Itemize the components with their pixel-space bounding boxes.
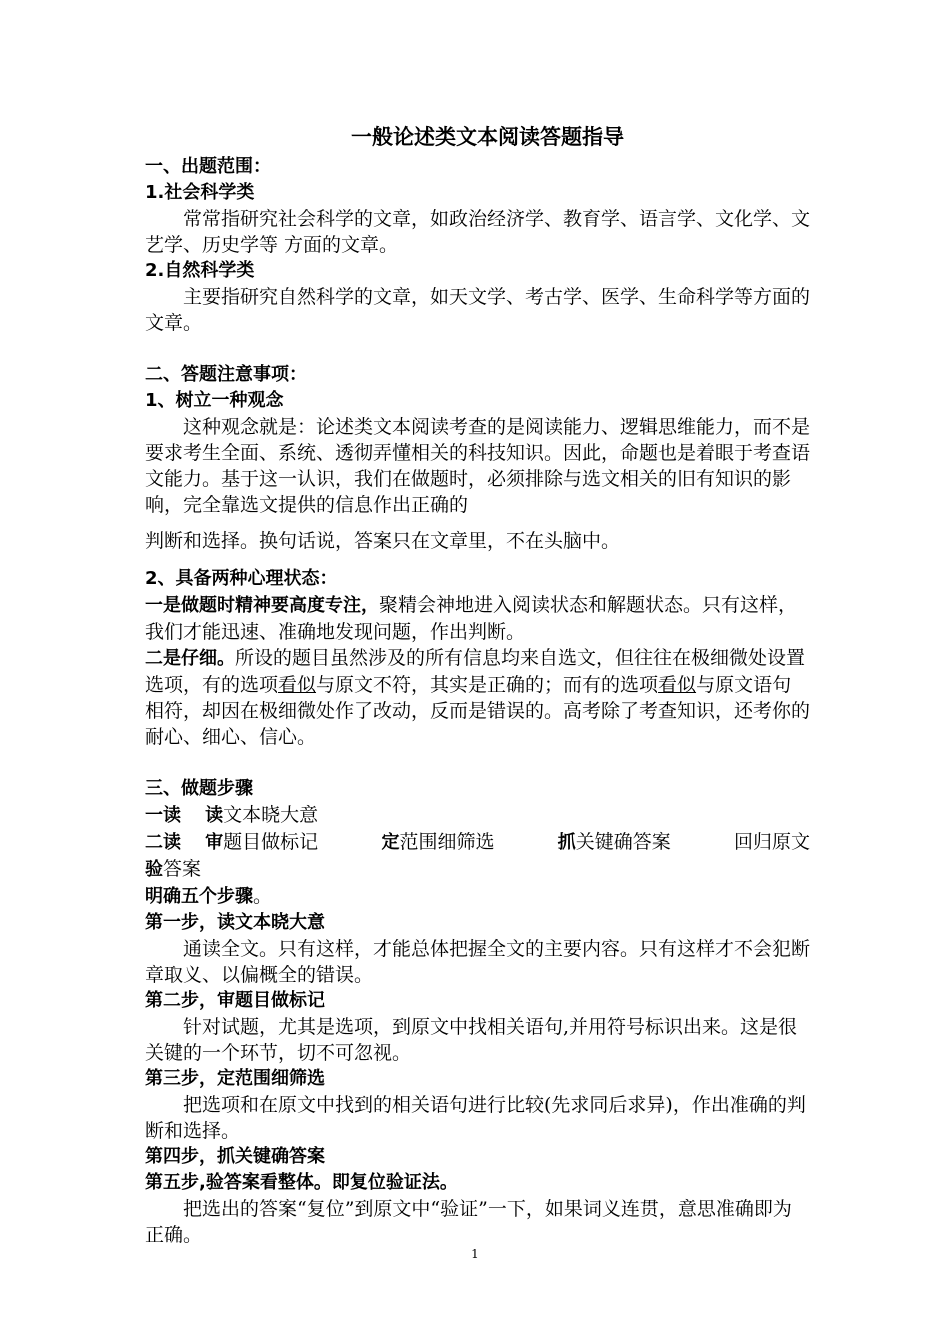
para2-bold-lead: 二是仔细。 [145,648,235,669]
spacer [145,750,810,776]
step-line-2 [145,829,810,856]
section2-sub2-heading: 2、具备两种心理状态： [145,568,338,589]
line2-text-4: 回归原文 [733,831,810,853]
line2-bold-2: 审 [205,832,224,853]
step5-text: 把选出的答案“复位”到原文中“验证”一下，如果词义连贯，意思准确即为正确。 [145,1198,792,1246]
para2-text-b: 与原文不符，其实是正确的；而有的选项 [316,674,659,696]
line1-bold-2: 读 [205,805,224,826]
step-line-1 [145,802,810,829]
section2-sub1-text: 这种观念就是：论述类文本阅读考查的是阅读能力、逻辑思维能力，而不是要求考生全面、系统、透彻弄懂相关的科技知识。因此，命题也是着眼于考查语文能力。基于这一认识，我们在做题时，必须排除与选文相关的旧有知识的影响，完全靠选文提供的信息作出正确的 [145,416,811,516]
spacer [145,554,810,566]
line2-bold-3: 定 [381,832,400,853]
spacer [145,336,810,362]
para2-text-a: 所设的题目虽然涉及的所有信息均来自选文，但往往在极细微处设置选项，有的选项 [145,647,806,696]
section2-sub2-para1 [145,592,810,645]
line2-bold-1: 二读 [145,832,181,853]
step1-heading: 第一步，读文本晓大意 [145,912,325,933]
line2-group-2 [381,829,494,856]
step-line-2-cont [145,856,810,883]
line2-text-1: 题目做标记 [223,831,319,853]
section2-sub1-text-end: 判断和选择。换句话说，答案只在文章里，不在头脑中。 [145,530,621,552]
section2-sub1-heading: 1、树立一种观念 [145,390,284,411]
section1-heading: 一、出题范围： [145,156,271,177]
line2-text-3: 关键确答案 [575,831,671,853]
para2-underline-1: 看似 [278,674,317,696]
step5-heading: 第五步,验答案看整体。即复位验证法。 [145,1172,458,1193]
line3-text: 。 [253,885,273,907]
line2-text-2: 范围细筛选 [399,831,495,853]
section1-sub1-text: 常常指研究社会科学的文章，如政治经济学、教育学、语言学、文化学、文艺学、历史学等 方面的文章。 [145,208,811,256]
step-line-3 [145,883,810,910]
section3-heading: 三、做题步骤 [145,778,253,799]
line3-bold: 明确五个步骤 [145,886,253,907]
section1-sub2-heading: 2.自然科学类 [145,260,255,281]
step3-text: 把选项和在原文中找到的相关语句进行比较(先求同后求异)，作出准确的判断和选择。 [145,1094,806,1142]
step1-text: 通读全文。只有这样，才能总体把握全文的主要内容。只有这样才不会犯断章取义、以偏概全的错误。 [145,938,811,986]
line2-bold-5: 验 [145,859,163,880]
section1-sub1-heading: 1.社会科学类 [145,182,255,203]
line2-group-1 [145,829,318,856]
document-page [145,120,810,1248]
para1-bold-lead: 一是做题时精神要高度专注， [145,595,379,616]
section2-sub2-para2 [145,645,810,750]
para1-text: 聚精会神地进入阅读状态和解题状态。只有这样，我们才能迅速、准确地发现问题，作出判断。 [145,594,798,643]
section1-sub2-text: 主要指研究自然科学的文章，如天文学、考古学、医学、生命科学等方面的文章。 [145,286,811,334]
line2-text-5: 答案 [163,858,202,880]
step2-heading: 第二步，审题目做标记 [145,990,325,1011]
line1-bold-1: 一读 [145,805,181,826]
line1-text: 文本晓大意 [223,804,319,826]
step2-text: 针对试题，尤其是选项，到原文中找相关语句,并用符号标识出来。这是很关键的一个环节，切不可忽视。 [145,1016,798,1064]
document-title: 一般论述类文本阅读答题指导 [351,125,624,149]
line2-bold-4: 抓 [557,832,576,853]
page-number: 1 [471,1247,479,1261]
para2-text-c: 与原文语句相符，却因在极细微处作了改动，反而是错误的。高考除了考查知识，还考你的耐心、细心、信心。 [145,674,811,748]
step4-heading: 第四步，抓关键确答案 [145,1146,325,1167]
line2-group-3 [558,829,671,856]
section2-heading: 二、答题注意事项： [145,364,307,385]
step3-heading: 第三步，定范围细筛选 [145,1068,325,1089]
para2-underline-2: 看似 [658,674,697,696]
